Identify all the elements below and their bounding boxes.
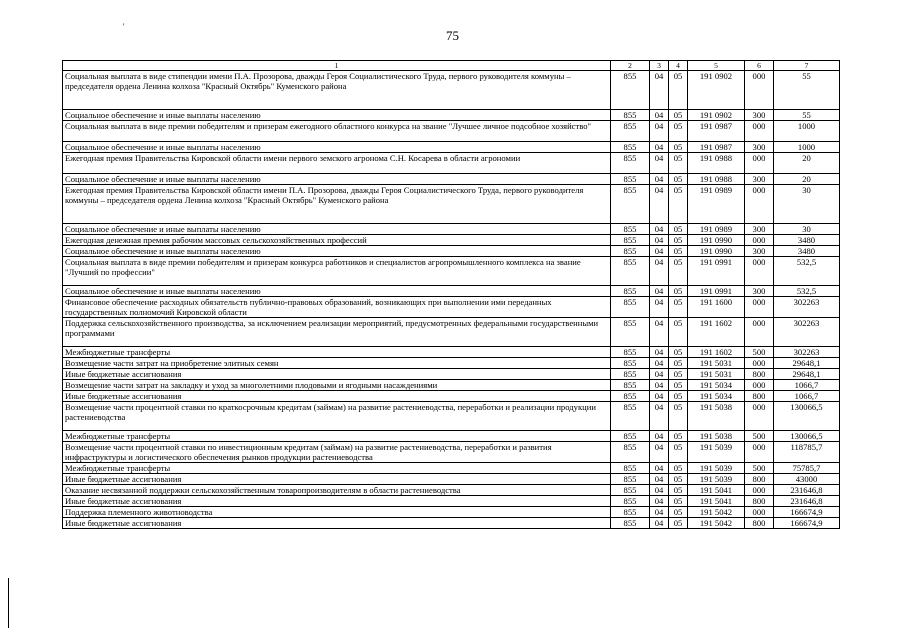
section-code-cell: 04: [650, 496, 669, 507]
subsection-code-cell: 05: [669, 347, 688, 358]
subsection-code-cell: 05: [669, 380, 688, 391]
target-article-cell: 191 0989: [688, 224, 745, 235]
expense-type-cell: 000: [745, 71, 774, 110]
ministry-code-cell: 855: [611, 442, 650, 463]
expense-type-cell: 300: [745, 224, 774, 235]
expense-type-cell: 800: [745, 391, 774, 402]
margin-line: [8, 578, 9, 628]
section-code-cell: 04: [650, 174, 669, 185]
target-article-cell: 191 5039: [688, 442, 745, 463]
table-row: [63, 431, 840, 442]
amount-cell: 3480: [774, 246, 840, 257]
amount-cell: 20: [774, 174, 840, 185]
section-code-cell: 04: [650, 518, 669, 529]
table-row: [63, 257, 840, 286]
section-code-cell: 04: [650, 235, 669, 246]
expense-name-cell: Социальное обеспечение и иные выплаты населению: [63, 142, 611, 153]
table-row: [63, 224, 840, 235]
expense-type-cell: 800: [745, 474, 774, 485]
amount-cell: 532,5: [774, 286, 840, 297]
expense-type-cell: 000: [745, 297, 774, 318]
expense-name-cell: Возмещение части процентной ставки по инвестиционным кредитам (займам) на развитие растениеводства, переработки и развития инфраструктуры и логистического обеспечения рынков продукции растениеводства: [63, 442, 611, 463]
expense-name-cell: Социальная выплата в виде премии победителям и призерам конкурса работников и специалистов агропромышленного комплекса на звание "Лучший по профессии": [63, 257, 611, 286]
section-code-cell: 04: [650, 224, 669, 235]
ministry-code-cell: 855: [611, 174, 650, 185]
subsection-code-cell: 05: [669, 442, 688, 463]
section-code-cell: 04: [650, 402, 669, 431]
table-row: [63, 442, 840, 463]
ministry-code-cell: 855: [611, 224, 650, 235]
expense-type-cell: 800: [745, 496, 774, 507]
amount-cell: 55: [774, 71, 840, 110]
subsection-code-cell: 05: [669, 318, 688, 347]
ministry-code-cell: 855: [611, 507, 650, 518]
table-row: [63, 380, 840, 391]
target-article-cell: 191 5031: [688, 358, 745, 369]
expense-type-cell: 000: [745, 121, 774, 142]
subsection-code-cell: 05: [669, 121, 688, 142]
ministry-code-cell: 855: [611, 518, 650, 529]
section-code-cell: 04: [650, 507, 669, 518]
ministry-code-cell: 855: [611, 185, 650, 224]
subsection-code-cell: 05: [669, 174, 688, 185]
expense-type-cell: 000: [745, 402, 774, 431]
table-row: [63, 485, 840, 496]
target-article-cell: 191 0990: [688, 235, 745, 246]
expense-type-cell: 000: [745, 185, 774, 224]
ministry-code-cell: 855: [611, 485, 650, 496]
expense-name-cell: Ежегодная премия Правительства Кировской области имени первого земского агронома С.Н. Косарева в области агрономии: [63, 153, 611, 174]
section-code-cell: 04: [650, 369, 669, 380]
expense-type-cell: 500: [745, 463, 774, 474]
scan-speck: ': [123, 22, 125, 31]
amount-cell: 1066,7: [774, 391, 840, 402]
table-row: [63, 121, 840, 142]
expense-name-cell: Иные бюджетные ассигнования: [63, 474, 611, 485]
expense-type-cell: 500: [745, 347, 774, 358]
target-article-cell: 191 5042: [688, 507, 745, 518]
amount-cell: 75785,7: [774, 463, 840, 474]
section-code-cell: 04: [650, 380, 669, 391]
section-code-cell: 04: [650, 442, 669, 463]
target-article-cell: 191 5031: [688, 369, 745, 380]
amount-cell: 1000: [774, 142, 840, 153]
table-row: [63, 185, 840, 224]
amount-cell: 166674,9: [774, 518, 840, 529]
ministry-code-cell: 855: [611, 318, 650, 347]
ministry-code-cell: 855: [611, 246, 650, 257]
amount-cell: 29648,1: [774, 358, 840, 369]
column-header: 1: [63, 61, 611, 71]
subsection-code-cell: 05: [669, 153, 688, 174]
ministry-code-cell: 855: [611, 380, 650, 391]
ministry-code-cell: 855: [611, 257, 650, 286]
expense-name-cell: Социальная выплата в виде стипендии имени П.А. Прозорова, дважды Героя Социалистического Труда, первого руководителя коммуны – председателя ордена Ленина колхоза "Красный Октябрь" Куменского района: [63, 71, 611, 110]
target-article-cell: 191 5039: [688, 463, 745, 474]
table-row: [63, 246, 840, 257]
section-code-cell: 04: [650, 297, 669, 318]
amount-cell: 55: [774, 110, 840, 121]
ministry-code-cell: 855: [611, 358, 650, 369]
section-code-cell: 04: [650, 142, 669, 153]
expense-type-cell: 000: [745, 358, 774, 369]
subsection-code-cell: 05: [669, 257, 688, 286]
target-article-cell: 191 0988: [688, 153, 745, 174]
target-article-cell: 191 5034: [688, 391, 745, 402]
table-row: [63, 496, 840, 507]
target-article-cell: 191 5041: [688, 485, 745, 496]
expense-name-cell: Социальное обеспечение и иные выплаты населению: [63, 110, 611, 121]
expense-name-cell: Межбюджетные трансферты: [63, 431, 611, 442]
amount-cell: 231646,8: [774, 485, 840, 496]
target-article-cell: 191 5041: [688, 496, 745, 507]
table-row: [63, 153, 840, 174]
amount-cell: 1066,7: [774, 380, 840, 391]
expense-name-cell: Возмещение части затрат на закладку и уход за многолетними плодовыми и ягодными насаждениями: [63, 380, 611, 391]
amount-cell: 30: [774, 185, 840, 224]
table-row: [63, 463, 840, 474]
target-article-cell: 191 0990: [688, 246, 745, 257]
expense-name-cell: Социальное обеспечение и иные выплаты населению: [63, 224, 611, 235]
expense-type-cell: 500: [745, 431, 774, 442]
expense-name-cell: Социальная выплата в виде премии победителям и призерам ежегодного областного конкурса на звание "Лучшее личное подсобное хозяйство": [63, 121, 611, 142]
expense-name-cell: Межбюджетные трансферты: [63, 463, 611, 474]
section-code-cell: 04: [650, 71, 669, 110]
page-number: 75: [446, 28, 459, 43]
expense-name-cell: Иные бюджетные ассигнования: [63, 369, 611, 380]
expense-type-cell: 300: [745, 110, 774, 121]
subsection-code-cell: 05: [669, 297, 688, 318]
amount-cell: 118785,7: [774, 442, 840, 463]
subsection-code-cell: 05: [669, 507, 688, 518]
subsection-code-cell: 05: [669, 185, 688, 224]
table-row: [63, 235, 840, 246]
subsection-code-cell: 05: [669, 369, 688, 380]
table-row: [63, 402, 840, 431]
subsection-code-cell: 05: [669, 286, 688, 297]
expense-name-cell: Ежегодная премия Правительства Кировской области имени П.А. Прозорова, дважды Героя Социалистического Труда, первого руководителя коммуны – председателя ордена Ленина колхоза "Красный Октябрь" Куменского района: [63, 185, 611, 224]
ministry-code-cell: 855: [611, 369, 650, 380]
ministry-code-cell: 855: [611, 71, 650, 110]
column-header: 4: [669, 61, 688, 71]
table-row: [63, 174, 840, 185]
subsection-code-cell: 05: [669, 474, 688, 485]
subsection-code-cell: 05: [669, 463, 688, 474]
table-row: [63, 142, 840, 153]
column-header: 3: [650, 61, 669, 71]
amount-cell: 302263: [774, 347, 840, 358]
section-code-cell: 04: [650, 153, 669, 174]
target-article-cell: 191 0987: [688, 121, 745, 142]
amount-cell: 130066,5: [774, 431, 840, 442]
expense-type-cell: 000: [745, 318, 774, 347]
expense-type-cell: 000: [745, 257, 774, 286]
section-code-cell: 04: [650, 463, 669, 474]
subsection-code-cell: 05: [669, 246, 688, 257]
expense-name-cell: Иные бюджетные ассигнования: [63, 518, 611, 529]
table-row: [63, 286, 840, 297]
table-row: [63, 369, 840, 380]
amount-cell: 3480: [774, 235, 840, 246]
budget-table: [62, 60, 840, 529]
ministry-code-cell: 855: [611, 153, 650, 174]
target-article-cell: 191 5042: [688, 518, 745, 529]
target-article-cell: 191 0991: [688, 286, 745, 297]
ministry-code-cell: 855: [611, 297, 650, 318]
expense-type-cell: 300: [745, 246, 774, 257]
expense-type-cell: 300: [745, 286, 774, 297]
section-code-cell: 04: [650, 391, 669, 402]
target-article-cell: 191 0989: [688, 185, 745, 224]
expense-type-cell: 300: [745, 174, 774, 185]
amount-cell: 166674,9: [774, 507, 840, 518]
table-row: [63, 474, 840, 485]
subsection-code-cell: 05: [669, 235, 688, 246]
section-code-cell: 04: [650, 358, 669, 369]
target-article-cell: 191 0991: [688, 257, 745, 286]
expense-name-cell: Ежегодная денежная премия рабочим массовых сельскохозяйственных профессий: [63, 235, 611, 246]
target-article-cell: 191 5039: [688, 474, 745, 485]
subsection-code-cell: 05: [669, 518, 688, 529]
column-header: 5: [688, 61, 745, 71]
subsection-code-cell: 05: [669, 358, 688, 369]
table-row: [63, 507, 840, 518]
amount-cell: 43000: [774, 474, 840, 485]
section-code-cell: 04: [650, 121, 669, 142]
subsection-code-cell: 05: [669, 142, 688, 153]
section-code-cell: 04: [650, 485, 669, 496]
ministry-code-cell: 855: [611, 142, 650, 153]
expense-name-cell: Финансовое обеспечение расходных обязательств публично-правовых образований, возникающих при выполнении ими переданных государственных полномочий Кировской области: [63, 297, 611, 318]
expense-name-cell: Иные бюджетные ассигнования: [63, 391, 611, 402]
target-article-cell: 191 1602: [688, 318, 745, 347]
target-article-cell: 191 5034: [688, 380, 745, 391]
expense-name-cell: Возмещение части затрат на приобретение элитных семян: [63, 358, 611, 369]
target-article-cell: 191 5038: [688, 402, 745, 431]
subsection-code-cell: 05: [669, 485, 688, 496]
target-article-cell: 191 0987: [688, 142, 745, 153]
expense-type-cell: 000: [745, 507, 774, 518]
section-code-cell: 04: [650, 110, 669, 121]
target-article-cell: 191 0902: [688, 71, 745, 110]
table-row: [63, 71, 840, 110]
expense-name-cell: Поддержка сельскохозяйственного производства, за исключением реализации мероприятий, предусмотренных федеральными государственными программами: [63, 318, 611, 347]
subsection-code-cell: 05: [669, 391, 688, 402]
expense-type-cell: 000: [745, 235, 774, 246]
ministry-code-cell: 855: [611, 402, 650, 431]
table-row: [63, 391, 840, 402]
section-code-cell: 04: [650, 318, 669, 347]
column-header: 6: [745, 61, 774, 71]
amount-cell: 30: [774, 224, 840, 235]
expense-type-cell: 800: [745, 369, 774, 380]
expense-name-cell: Социальное обеспечение и иные выплаты населению: [63, 286, 611, 297]
column-header: 7: [774, 61, 840, 71]
target-article-cell: 191 1600: [688, 297, 745, 318]
amount-cell: 532,5: [774, 257, 840, 286]
amount-cell: 20: [774, 153, 840, 174]
expense-type-cell: 000: [745, 153, 774, 174]
amount-cell: 130066,5: [774, 402, 840, 431]
subsection-code-cell: 05: [669, 224, 688, 235]
expense-name-cell: Социальное обеспечение и иные выплаты населению: [63, 174, 611, 185]
ministry-code-cell: 855: [611, 286, 650, 297]
expense-name-cell: Межбюджетные трансферты: [63, 347, 611, 358]
expense-name-cell: Поддержка племенного животноводства: [63, 507, 611, 518]
section-code-cell: 04: [650, 286, 669, 297]
ministry-code-cell: 855: [611, 110, 650, 121]
ministry-code-cell: 855: [611, 391, 650, 402]
expense-type-cell: 300: [745, 142, 774, 153]
amount-cell: 1000: [774, 121, 840, 142]
subsection-code-cell: 05: [669, 110, 688, 121]
expense-name-cell: Оказание несвязанной поддержки сельскохозяйственным товаропроизводителям в области растениеводства: [63, 485, 611, 496]
column-header: 2: [611, 61, 650, 71]
expense-type-cell: 000: [745, 380, 774, 391]
column-number-row: [63, 61, 840, 71]
amount-cell: 302263: [774, 318, 840, 347]
table-row: [63, 518, 840, 529]
section-code-cell: 04: [650, 474, 669, 485]
subsection-code-cell: 05: [669, 71, 688, 110]
target-article-cell: 191 0902: [688, 110, 745, 121]
expense-name-cell: Социальное обеспечение и иные выплаты населению: [63, 246, 611, 257]
section-code-cell: 04: [650, 257, 669, 286]
target-article-cell: 191 5038: [688, 431, 745, 442]
target-article-cell: 191 0988: [688, 174, 745, 185]
target-article-cell: 191 1602: [688, 347, 745, 358]
expense-type-cell: 800: [745, 518, 774, 529]
table-row: [63, 318, 840, 347]
subsection-code-cell: 05: [669, 496, 688, 507]
section-code-cell: 04: [650, 431, 669, 442]
ministry-code-cell: 855: [611, 496, 650, 507]
table-row: [63, 297, 840, 318]
ministry-code-cell: 855: [611, 474, 650, 485]
expense-name-cell: Возмещение части процентной ставки по краткосрочным кредитам (займам) на развитие растениеводства, переработки и реализации продукции растениеводства: [63, 402, 611, 431]
section-code-cell: 04: [650, 185, 669, 224]
subsection-code-cell: 05: [669, 402, 688, 431]
amount-cell: 29648,1: [774, 369, 840, 380]
ministry-code-cell: 855: [611, 431, 650, 442]
table-row: [63, 358, 840, 369]
table-row: [63, 347, 840, 358]
amount-cell: 302263: [774, 297, 840, 318]
expense-type-cell: 000: [745, 442, 774, 463]
expense-name-cell: Иные бюджетные ассигнования: [63, 496, 611, 507]
ministry-code-cell: 855: [611, 121, 650, 142]
section-code-cell: 04: [650, 347, 669, 358]
ministry-code-cell: 855: [611, 347, 650, 358]
section-code-cell: 04: [650, 246, 669, 257]
amount-cell: 231646,8: [774, 496, 840, 507]
expense-type-cell: 000: [745, 485, 774, 496]
subsection-code-cell: 05: [669, 431, 688, 442]
ministry-code-cell: 855: [611, 463, 650, 474]
ministry-code-cell: 855: [611, 235, 650, 246]
table-row: [63, 110, 840, 121]
